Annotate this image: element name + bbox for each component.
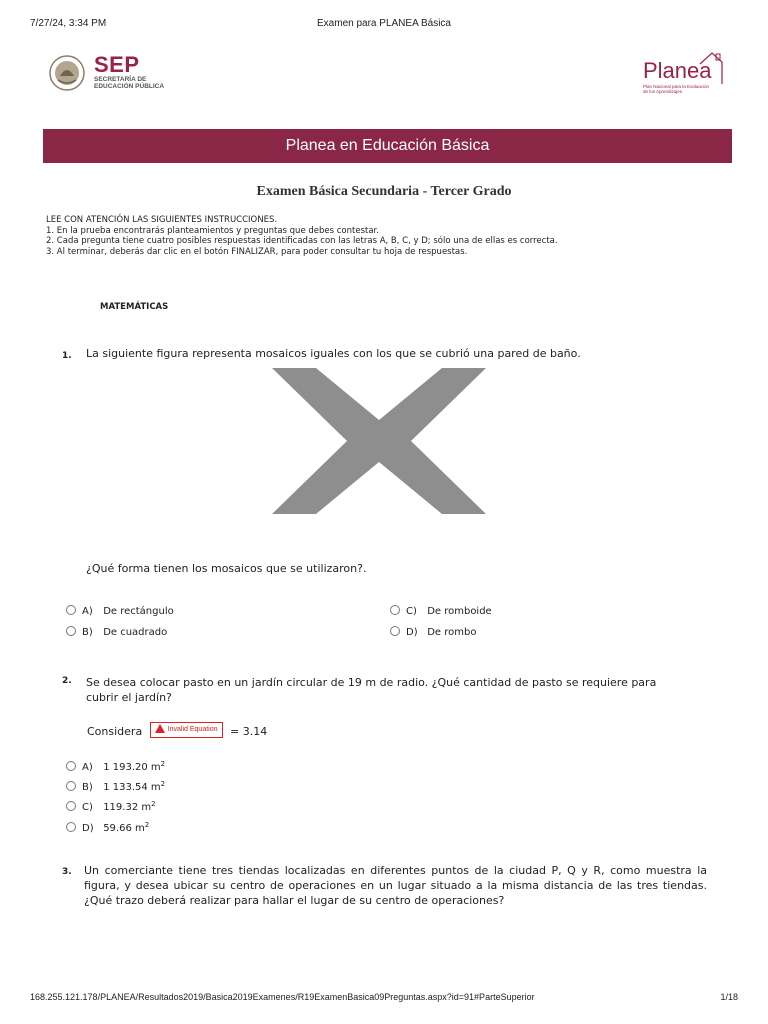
considera-line [87,724,267,740]
option-letter: D) [82,823,94,834]
option-letter: A) [82,606,93,617]
radio-button[interactable] [66,626,76,636]
instruction-item: 1. En la prueba encontrarás planteamientos y preguntas que debes contestar. [46,225,379,236]
option-letter: C) [82,802,93,813]
option-value: 119.32 m [103,802,152,813]
warning-icon [155,724,165,733]
planea-logo [640,50,726,100]
option-c[interactable] [66,797,156,811]
print-date: 7/27/24, 3:34 PM [30,18,107,29]
sep-wordmark: SEP [94,52,140,77]
radio-button[interactable] [66,822,76,832]
option-letter: C) [406,606,417,617]
option-d[interactable] [66,818,149,832]
option-a[interactable] [66,605,174,619]
question-number: 2. [62,676,72,686]
option-a[interactable] [66,757,165,771]
question-text-line: cubrir el jardín? [86,691,172,704]
equation-value: = 3.14 [230,725,268,738]
option-value: 1 133.54 m [103,782,161,793]
option-text: De romboide [427,606,492,617]
radio-button[interactable] [66,761,76,771]
option-exponent: 2 [160,780,166,788]
option-letter: D) [406,627,418,638]
option-value: 1 193.20 m [103,762,161,773]
tile-pattern-figure [272,368,486,514]
sep-logo [48,52,168,94]
exam-title: Examen Básica Secundaria - Tercer Grado [256,184,512,199]
print-footer [30,992,738,1004]
subject-heading: MATEMÁTICAS [100,302,169,312]
page-number: 1/18 [720,992,738,1002]
instructions [46,215,558,257]
radio-button[interactable] [390,605,400,615]
option-text: De rombo [427,627,477,638]
invalid-equation-text: Invalid Equation [167,726,218,733]
planea-subtitle: Plan Nacional para la Evaluación de los Aprendizajes [643,84,710,94]
option-text: De cuadrado [103,627,168,638]
question-number: 1. [62,351,72,361]
print-title: Examen para PLANEA Básica [317,18,451,29]
option-b[interactable] [66,626,167,640]
option-letter: B) [82,782,93,793]
page-url: 168.255.121.178/PLANEA/Resultados2019/Basica2019Examenes/R19ExamenBasica09Preguntas.aspx?id=91#ParteSuperior [30,992,535,1002]
instruction-item: 3. Al terminar, deberás dar clic en el botón FINALIZAR, para poder consultar tu hoja de respuestas. [46,246,468,257]
print-header [30,18,738,32]
option-exponent: 2 [160,760,166,768]
option-value: 59.66 m [103,823,145,834]
question-text-line: Se desea colocar pasto en un jardín circular de 19 m de radio. ¿Qué cantidad de pasto se requiere para [86,676,657,689]
question-text: Un comerciante tiene tres tiendas localizadas en diferentes puntos de la ciudad P, Q y R, como muestra la figura, y desea ubicar su centro de operaciones en un lugar situado a la misma distancia de las tres tiendas. ¿Qué trazo deberá realizar para hallar el lugar de su centro de operaciones? [84,864,707,907]
considera-label: Considera [87,725,143,738]
question-number: 3. [62,867,72,877]
sep-subtitle: SECRETARÍA DE EDUCACIÓN PÚBLICA [94,76,165,90]
page-banner: Planea en Educación Básica [43,129,732,163]
option-exponent: 2 [144,821,150,829]
option-letter: B) [82,627,93,638]
question-text: La siguiente figura representa mosaicos iguales con los que se cubrió una pared de baño. [86,347,581,360]
planea-wordmark: Planea [643,58,712,83]
radio-button[interactable] [66,605,76,615]
instruction-item: 2. Cada pregunta tiene cuatro posibles respuestas identificadas con las letras A, B, C, y D; sólo una de ellas es correcta. [46,236,558,246]
radio-button[interactable] [66,801,76,811]
option-letter: A) [82,762,93,773]
option-c[interactable] [390,605,492,619]
tile-pattern-shape [272,368,486,514]
radio-button[interactable] [390,626,400,636]
radio-button[interactable] [66,781,76,791]
mexican-seal-icon [48,54,86,92]
option-d[interactable] [390,626,476,640]
question-prompt: ¿Qué forma tienen los mosaicos que se utilizaron?. [86,562,367,575]
instructions-heading: LEE CON ATENCIÓN LAS SIGUIENTES INSTRUCCIONES. [46,215,278,225]
invalid-equation-box [150,722,223,738]
option-b[interactable] [66,777,165,791]
option-exponent: 2 [151,800,156,808]
option-text: De rectángulo [103,606,174,617]
